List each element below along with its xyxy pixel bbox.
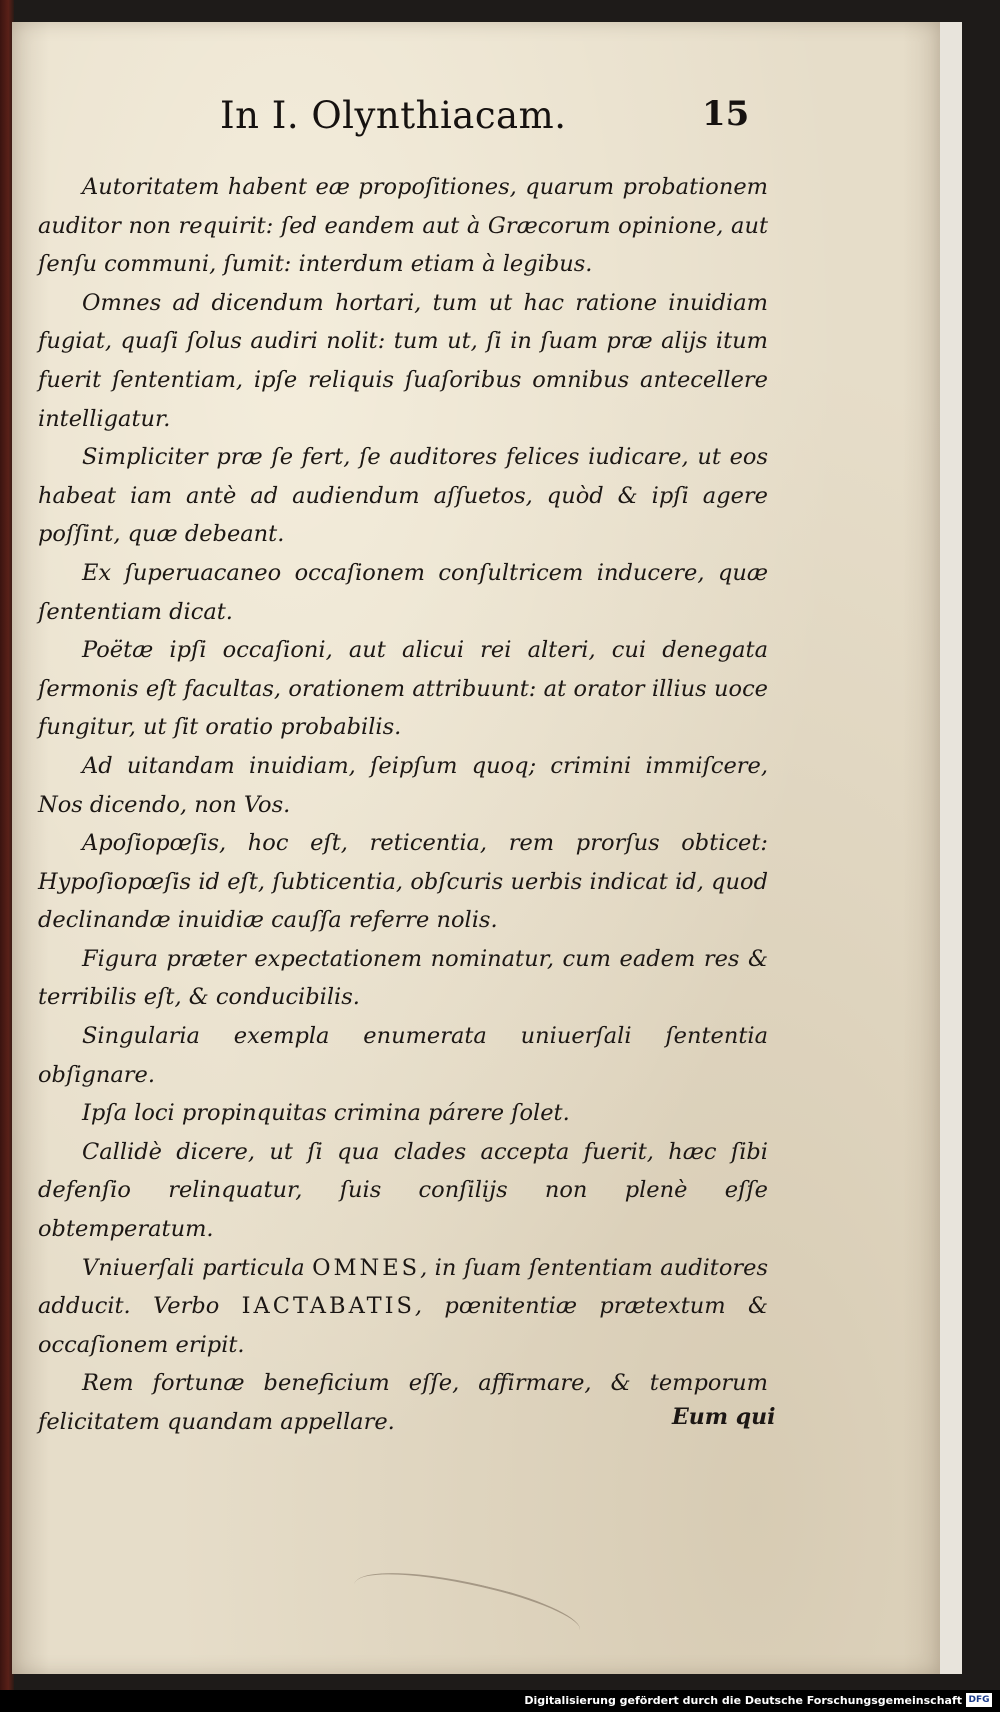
book-page [12, 22, 940, 1674]
small-caps-iactabatis: IACTABATIS [241, 1293, 415, 1320]
running-head: In I. Olynthiacam. [220, 94, 567, 137]
paragraph-6: Ad uitandam inuidiam, ſeipſum quoq; crimini immiſcere, Nos dicendo, non Vos. [38, 752, 768, 818]
paragraph-13: Rem fortunæ beneficium eſſe, affirmare, & temporum felicitatem quandam appellare. [38, 1370, 768, 1435]
catchword: Eum qui [672, 1404, 776, 1430]
digitization-credit: Digitalisierung gefördert durch die Deutsche Forschungsgemeinschaft [524, 1694, 962, 1707]
page-number: 15 [702, 94, 750, 134]
paragraph-11: Callidè dicere, ut ſi qua clades accepta fuerit, hæc ſibi defenſio relinquatur, ſuis conſilijs non plenè eſſe obtemperatum. [38, 1138, 768, 1243]
paper-stain [349, 1555, 584, 1659]
paragraph-12 [38, 1249, 768, 1365]
page-margin-strip [940, 22, 962, 1674]
paragraph-12-post: , pœnitentiæ prætextum & occaſionem eripit. [38, 1293, 768, 1358]
paragraph-5: Poëtæ ipſi occaſioni, aut alicui rei alteri, cui denegata ſermonis eſt facultas, orationem attribuunt: at orator illius uoce fungitur, ut ſit oratio probabilis. [38, 637, 768, 741]
small-caps-omnes: OMNES [312, 1254, 421, 1281]
paragraph-7: Apoſiopœſis, hoc eſt, reticentia, rem prorſus obticet: Hypoſiopœſis id eſt, ſubticentia, obſcuris uerbis indicat id, quod declinandæ inuidiæ cauſſa referre nolis. [38, 830, 768, 934]
paragraph-3: Simpliciter præ ſe fert, ſe auditores felices iudicare, ut eos habeat iam antè ad audiendum aſſuetos, quòd & ipſi agere poſſint, quæ debeant. [38, 444, 768, 548]
page-header [12, 94, 940, 154]
paragraph-12-mid: , in ſuam ſententiam auditores adducit. Verbo [38, 1254, 768, 1320]
paragraph-12-pre: Vniuerſali particula [82, 1254, 313, 1281]
page-body [38, 168, 768, 1442]
paragraph-2: Omnes ad dicendum hortari, tum ut hac ratione inuidiam fugiat, quaſi ſolus audiri nolit: tum ut, ſi in ſuam præ alijs itum fuerit ſententiam, ipſe reliquis ſuaſoribus omnibus antecellere intelligatur. [38, 289, 768, 432]
paragraph-1: Autoritatem habent eæ propoſitiones, quarum probationem auditor non requirit: ſed eandem aut à Græcorum opinione, aut ſenſu communi, ſumit: interdum etiam à legibus. [38, 174, 768, 278]
paragraph-10: Ipſa loci propinquitas crimina párere ſolet. [82, 1100, 570, 1127]
paragraph-9: Singularia exempla enumerata uniuerſali ſententia obſignare. [38, 1023, 768, 1088]
paragraph-8: Figura præter expectationem nominatur, cum eadem res & terribilis eſt, & conducibilis. [38, 945, 768, 1011]
dfg-logo: DFG [966, 1693, 992, 1707]
paragraph-4: Ex ſuperuacaneo occaſionem conſultricem inducere, quæ ſententiam dicat. [38, 559, 768, 625]
